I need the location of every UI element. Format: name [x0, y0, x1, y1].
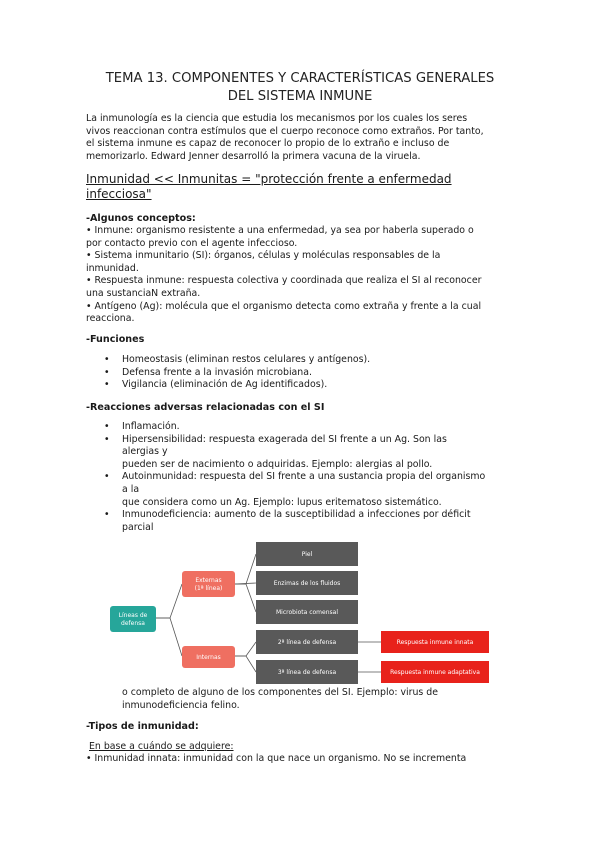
- defense-lines-diagram: [100, 536, 500, 690]
- funciones-list: [104, 354, 524, 392]
- externas-label-2: (1ª línea): [194, 585, 223, 592]
- concepto-line: reacciona.: [86, 313, 135, 325]
- funcion-text: Vigilancia (eliminación de Ag identificados).: [122, 379, 328, 391]
- bullet-icon: •: [104, 509, 110, 521]
- reaccion-text: que considera como un Ag. Ejemplo: lupus eritematoso sistemático.: [122, 496, 442, 508]
- intro-line: memorizarlo. Edward Jenner desarrolló la primera vacuna de la viruela.: [86, 150, 421, 162]
- section-subtitle: [86, 172, 476, 202]
- root-label-1: Líneas de: [118, 612, 148, 619]
- reaccion-text: alergias y: [122, 446, 168, 458]
- funcion-text: Homeostasis (eliminan restos celulares y antígenos).: [122, 354, 371, 365]
- reaccion-text: Inmunodeficiencia: aumento de la susceptibilidad a infecciones por déficit: [122, 509, 471, 521]
- segunda-linea-label: 2ª línea de defensa: [277, 639, 337, 646]
- root-node: [110, 606, 156, 632]
- externas-node: [182, 571, 235, 597]
- bullet-icon: •: [104, 379, 110, 391]
- tipos-list: [86, 753, 516, 766]
- reaccion-text: parcial: [122, 521, 154, 533]
- connector-line: [156, 618, 182, 656]
- connector-line: [156, 584, 182, 618]
- reaccion-text: a la: [122, 483, 140, 495]
- connector-line: [235, 554, 256, 584]
- concepto-line: • Respuesta inmune: respuesta colectiva y coordinada que realiza el SI al reconocer: [86, 275, 482, 287]
- microbiota-label: Microbiota comensal: [275, 609, 339, 616]
- concepto-line: una sustanciaN extraña.: [86, 287, 201, 299]
- root-label-2: defensa: [121, 620, 145, 627]
- reaccion-text: Autoinmunidad: respuesta del SI frente a una sustancia propia del organismo: [122, 471, 486, 483]
- list-item: [104, 379, 524, 392]
- list-item: [104, 471, 524, 509]
- enzimas-label: Enzimas de los fluidos: [273, 580, 341, 587]
- reaccion-text: Inflamación.: [122, 421, 180, 432]
- intro-line: vivos reaccionan contra estímulos que el cuerpo reconoce como extraños. Por tanto,: [86, 125, 484, 137]
- after-diagram-line: inmunodeficiencia felino.: [122, 699, 240, 711]
- list-item: [104, 434, 524, 472]
- bullet-icon: •: [104, 421, 110, 432]
- reacciones-heading: -Reacciones adversas relacionadas con el SI: [86, 402, 325, 413]
- tipos-line: • Inmunidad innata: inmunidad con la que nace un organismo. No se incrementa: [86, 753, 467, 764]
- concepto-line: • Sistema inmunitario (SI): órganos, células y moléculas responsables de la: [86, 250, 441, 262]
- concepto-line: • Antígeno (Ag): molécula que el organismo detecta como extraña y frente a la cual: [86, 300, 482, 312]
- list-item: [104, 421, 524, 434]
- reaccion-text: Hipersensibilidad: respuesta exagerada del SI frente a un Ag. Son las: [122, 433, 447, 445]
- reaccion-text: pueden ser de nacimiento o adquiridas. Ejemplo: alergias al pollo.: [122, 458, 433, 470]
- list-item: [104, 367, 524, 380]
- concepto-line: por contacto previo con el agente infeccioso.: [86, 237, 298, 249]
- subtitle-line-2: infecciosa": [86, 187, 152, 201]
- tipos-subheading: [89, 741, 519, 754]
- piel-label: Piel: [301, 551, 313, 558]
- intro-line: La inmunología es la ciencia que estudia los mecanismos por los cuales los seres: [86, 113, 468, 124]
- externas-label-1: Externas: [195, 577, 222, 584]
- after-diagram-text: [122, 687, 522, 712]
- tipos-heading: -Tipos de inmunidad:: [86, 721, 199, 732]
- intro-line: el sistema inmune es capaz de reconocer lo propio de lo extraño e incluso de: [86, 138, 450, 150]
- subtitle-line-1: Inmunidad << Inmunitas = "protección frente a enfermedad: [86, 172, 452, 186]
- title-line-2: DEL SISTEMA INMUNE: [227, 89, 373, 104]
- title-line-1: TEMA 13. COMPONENTES Y CARACTERÍSTICAS GENERALES: [105, 71, 495, 86]
- bullet-icon: •: [104, 471, 110, 483]
- concepto-line: inmunidad.: [86, 262, 139, 274]
- tipos-sub-label: En base a cuándo se adquiere:: [89, 741, 234, 752]
- after-diagram-line: o completo de alguno de los componentes del SI. Ejemplo: virus de: [122, 687, 438, 698]
- page-title: [60, 70, 540, 106]
- adaptativa-label: Respuesta inmune adaptativa: [390, 669, 480, 676]
- reacciones-list: [104, 421, 524, 534]
- list-item: [104, 354, 524, 367]
- concepto-line: • Inmune: organismo resistente a una enfermedad, ya sea por haberla superado o: [86, 225, 474, 236]
- innata-label: Respuesta inmune innata: [396, 639, 474, 646]
- connector-line: [235, 656, 256, 672]
- intro-paragraph: [86, 113, 516, 163]
- bullet-icon: •: [104, 354, 110, 365]
- connector-line: [235, 584, 256, 612]
- funcion-text: Defensa frente a la invasión microbiana.: [122, 366, 312, 378]
- connector-line: [235, 642, 256, 656]
- conceptos-heading: -Algunos conceptos:: [86, 213, 196, 224]
- conceptos-list: [86, 225, 516, 326]
- internas-label: Internas: [196, 654, 221, 661]
- bullet-icon: •: [104, 366, 110, 378]
- funciones-heading: -Funciones: [86, 334, 145, 345]
- list-item: [104, 509, 524, 534]
- tercera-linea-label: 3ª línea de defensa: [277, 669, 337, 676]
- bullet-icon: •: [104, 433, 110, 445]
